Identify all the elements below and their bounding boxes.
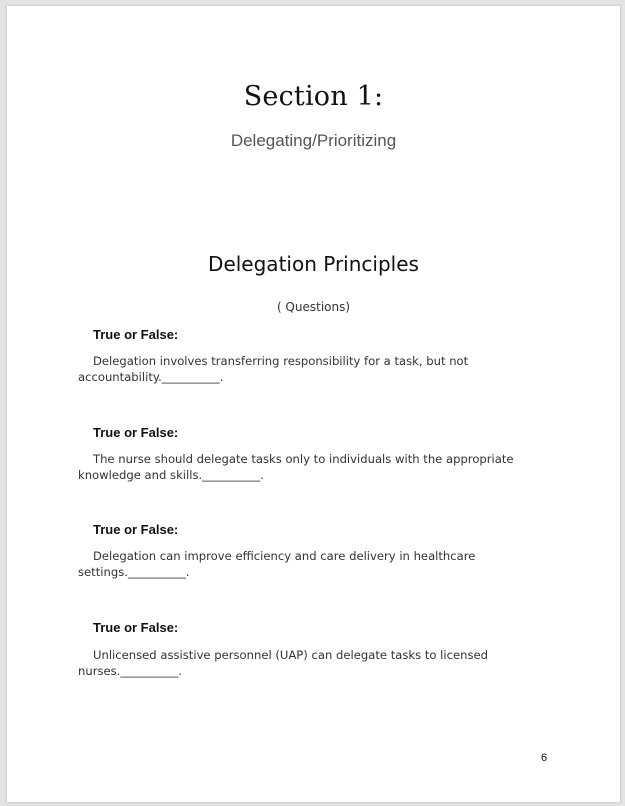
- section-subtitle: Delegating/Prioritizing: [230, 131, 397, 150]
- topic-note: ( Questions): [276, 300, 351, 314]
- question-2-label: True or False:: [93, 425, 179, 440]
- question-3-label: True or False:: [93, 522, 179, 537]
- question-1-label: True or False:: [93, 327, 179, 342]
- document-page: [7, 6, 620, 802]
- section-title: Section 1:: [243, 81, 384, 112]
- question-3-text: Delegation can improve efficiency and care delivery in healthcare settings.__________.: [78, 549, 476, 579]
- question-1-text: Delegation involves transferring responsibility for a task, but not accountability.__________.: [78, 354, 469, 384]
- question-4-text: Unlicensed assistive personnel (UAP) can delegate tasks to licensed nurses.__________.: [78, 648, 488, 678]
- question-4-label: True or False:: [93, 620, 179, 635]
- page-number: 6: [541, 752, 548, 764]
- question-2-text: The nurse should delegate tasks only to individuals with the appropriate knowledge and skills.__________.: [78, 452, 514, 482]
- topic-title: Delegation Principles: [208, 252, 419, 276]
